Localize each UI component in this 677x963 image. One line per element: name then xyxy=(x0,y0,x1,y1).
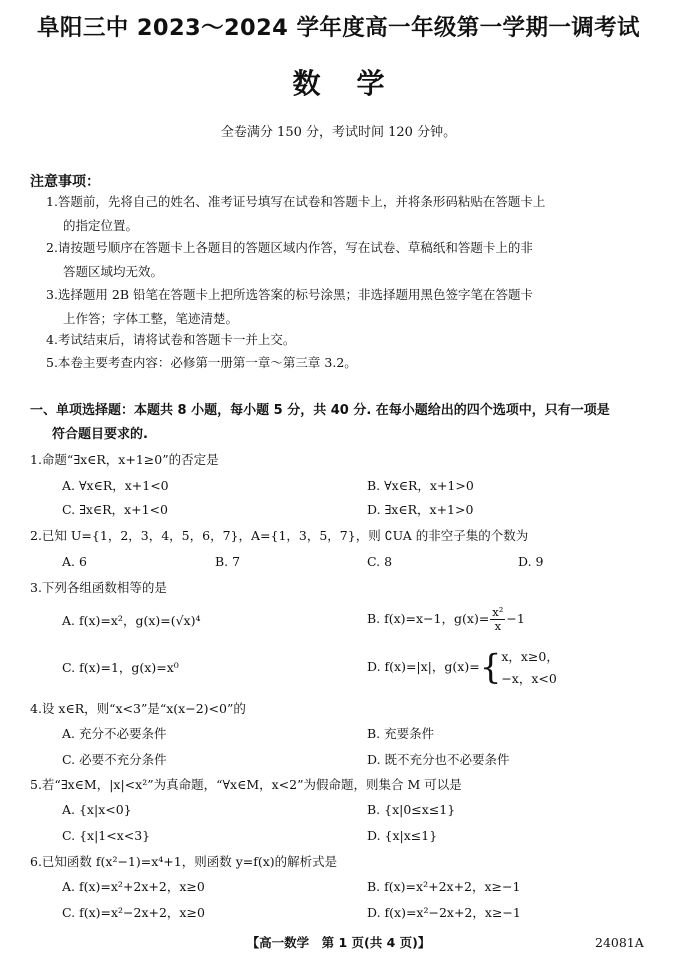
question-3-stem: 3.下列各组函数相等的是 xyxy=(30,580,167,595)
notice-item-2 xyxy=(46,236,656,283)
question-6-option-c: C. f(x)=x²−2x+2，x≥0 xyxy=(62,905,205,920)
question-1-option-d: D. ∃x∈R，x+1>0 xyxy=(367,502,474,517)
option-b-prefix: B. f(x)=x−1，g(x)= xyxy=(367,611,490,626)
notice-item-3 xyxy=(46,283,656,330)
notice-item-5 xyxy=(46,351,656,375)
notice-item-line: 4.考试结束后，请将试卷和答题卡一并上交。 xyxy=(46,332,296,347)
notice-item-4 xyxy=(46,328,656,352)
notice-item-line: 上作答；字体工整，笔迹清楚。 xyxy=(63,310,239,326)
section-heading-line: 一、单项选择题：本题共 8 小题，每小题 5 分，共 40 分. 在每小题给出的四个选项中，只有一项是 xyxy=(30,403,610,418)
question-3-option-d xyxy=(367,645,559,690)
question-6-option-a: A. f(x)=x²+2x+2，x≥0 xyxy=(62,879,205,894)
question-5-option-c: C. {x|1<x<3} xyxy=(62,828,151,843)
option-d-prefix: D. f(x)=|x|，g(x)= xyxy=(367,659,480,674)
question-2-option-a: A. 6 xyxy=(62,554,87,569)
question-6-option-b: B. f(x)=x²+2x+2，x≥−1 xyxy=(367,879,521,894)
question-1-option-c: C. ∃x∈R，x+1<0 xyxy=(62,502,168,517)
question-5-stem: 5.若“∃x∈M，|x|<x²”为真命题，“∀x∈M，x<2”为假命题，则集合 M 可以是 xyxy=(30,777,462,792)
question-1-option-b: B. ∀x∈R，x+1>0 xyxy=(367,478,474,493)
notice-item-line: 1.答题前，先将自己的姓名、准考证号填写在试卷和答题卡上，并将条形码粘贴在答题卡上 xyxy=(46,194,546,209)
question-4-option-c: C. 必要不充分条件 xyxy=(62,752,167,767)
notice-item-line: 2.请按题号顺序在答题卡上各题目的答题区域内作答，写在试卷、草稿纸和答题卡上的非 xyxy=(46,240,533,255)
question-4-option-b: B. 充要条件 xyxy=(367,726,435,741)
exam-info: 全卷满分 150 分，考试时间 120 分钟。 xyxy=(220,125,457,140)
question-1-option-a: A. ∀x∈R，x+1<0 xyxy=(62,478,169,493)
question-2-option-d: D. 9 xyxy=(518,554,544,569)
notice-item-line: 的指定位置。 xyxy=(63,217,139,233)
exam-title: 阜阳三中 2023～2024 学年度高一年级第一学期一调考试 xyxy=(37,15,640,41)
notice-item-line: 5.本卷主要考查内容：必修第一册第一章～第三章 3.2。 xyxy=(46,355,357,370)
piecewise-cases xyxy=(501,646,559,690)
question-5-option-d: D. {x|x≤1} xyxy=(367,828,438,843)
question-4-stem: 4.设 x∈R，则“x<3”是“x(x−2)<0”的 xyxy=(30,701,246,716)
question-5-option-a: A. {x|x<0} xyxy=(62,802,132,817)
notice-item-line: 3.选择题用 2B 铅笔在答题卡上把所选答案的标号涂黑；非选择题用黑色签字笔在答题卡 xyxy=(46,287,534,302)
paper-code: 24081A xyxy=(595,935,644,950)
question-6-option-d: D. f(x)=x²−2x+2，x≥−1 xyxy=(367,905,521,920)
fraction xyxy=(490,606,505,633)
case-line: −x，x<0 xyxy=(501,670,557,686)
question-4-option-d: D. 既不充分也不必要条件 xyxy=(367,752,510,767)
question-2-stem: 2.已知 U={1，2，3，4，5，6，7}，A={1，3，5，7}，则 ∁UA 的非空子集的个数为 xyxy=(30,528,529,543)
question-3-option-c: C. f(x)=1，g(x)=x⁰ xyxy=(62,660,179,675)
fraction-numerator: x² xyxy=(492,605,504,619)
question-1-stem: 1.命题“∃x∈R，x+1≥0”的否定是 xyxy=(30,452,219,467)
notice-item-1 xyxy=(46,190,656,237)
question-5-option-b: B. {x|0≤x≤1} xyxy=(367,802,456,817)
fraction-denominator: x xyxy=(494,619,502,633)
page-footer: 【高一数学 第 1 页(共 4 页)】 xyxy=(246,935,431,950)
notice-heading: 注意事项： xyxy=(30,174,100,190)
question-6-stem: 6.已知函数 f(x²−1)=x⁴+1，则函数 y=f(x)的解析式是 xyxy=(30,854,338,869)
left-brace-icon: { xyxy=(479,647,502,688)
notice-item-line: 答题区域均无效。 xyxy=(63,263,164,279)
question-3-option-a: A. f(x)=x²，g(x)=(√x)⁴ xyxy=(62,613,201,628)
section-heading-line: 符合题目要求的. xyxy=(52,427,148,442)
question-3-option-b xyxy=(367,604,525,634)
option-b-suffix: −1 xyxy=(506,611,525,626)
case-line: x，x≥0， xyxy=(501,648,559,664)
section-heading xyxy=(30,399,655,447)
question-2-option-b: B. 7 xyxy=(215,554,241,569)
question-4-option-a: A. 充分不必要条件 xyxy=(62,726,167,741)
subject-title: 数学 xyxy=(292,67,421,100)
question-2-option-c: C. 8 xyxy=(367,554,393,569)
